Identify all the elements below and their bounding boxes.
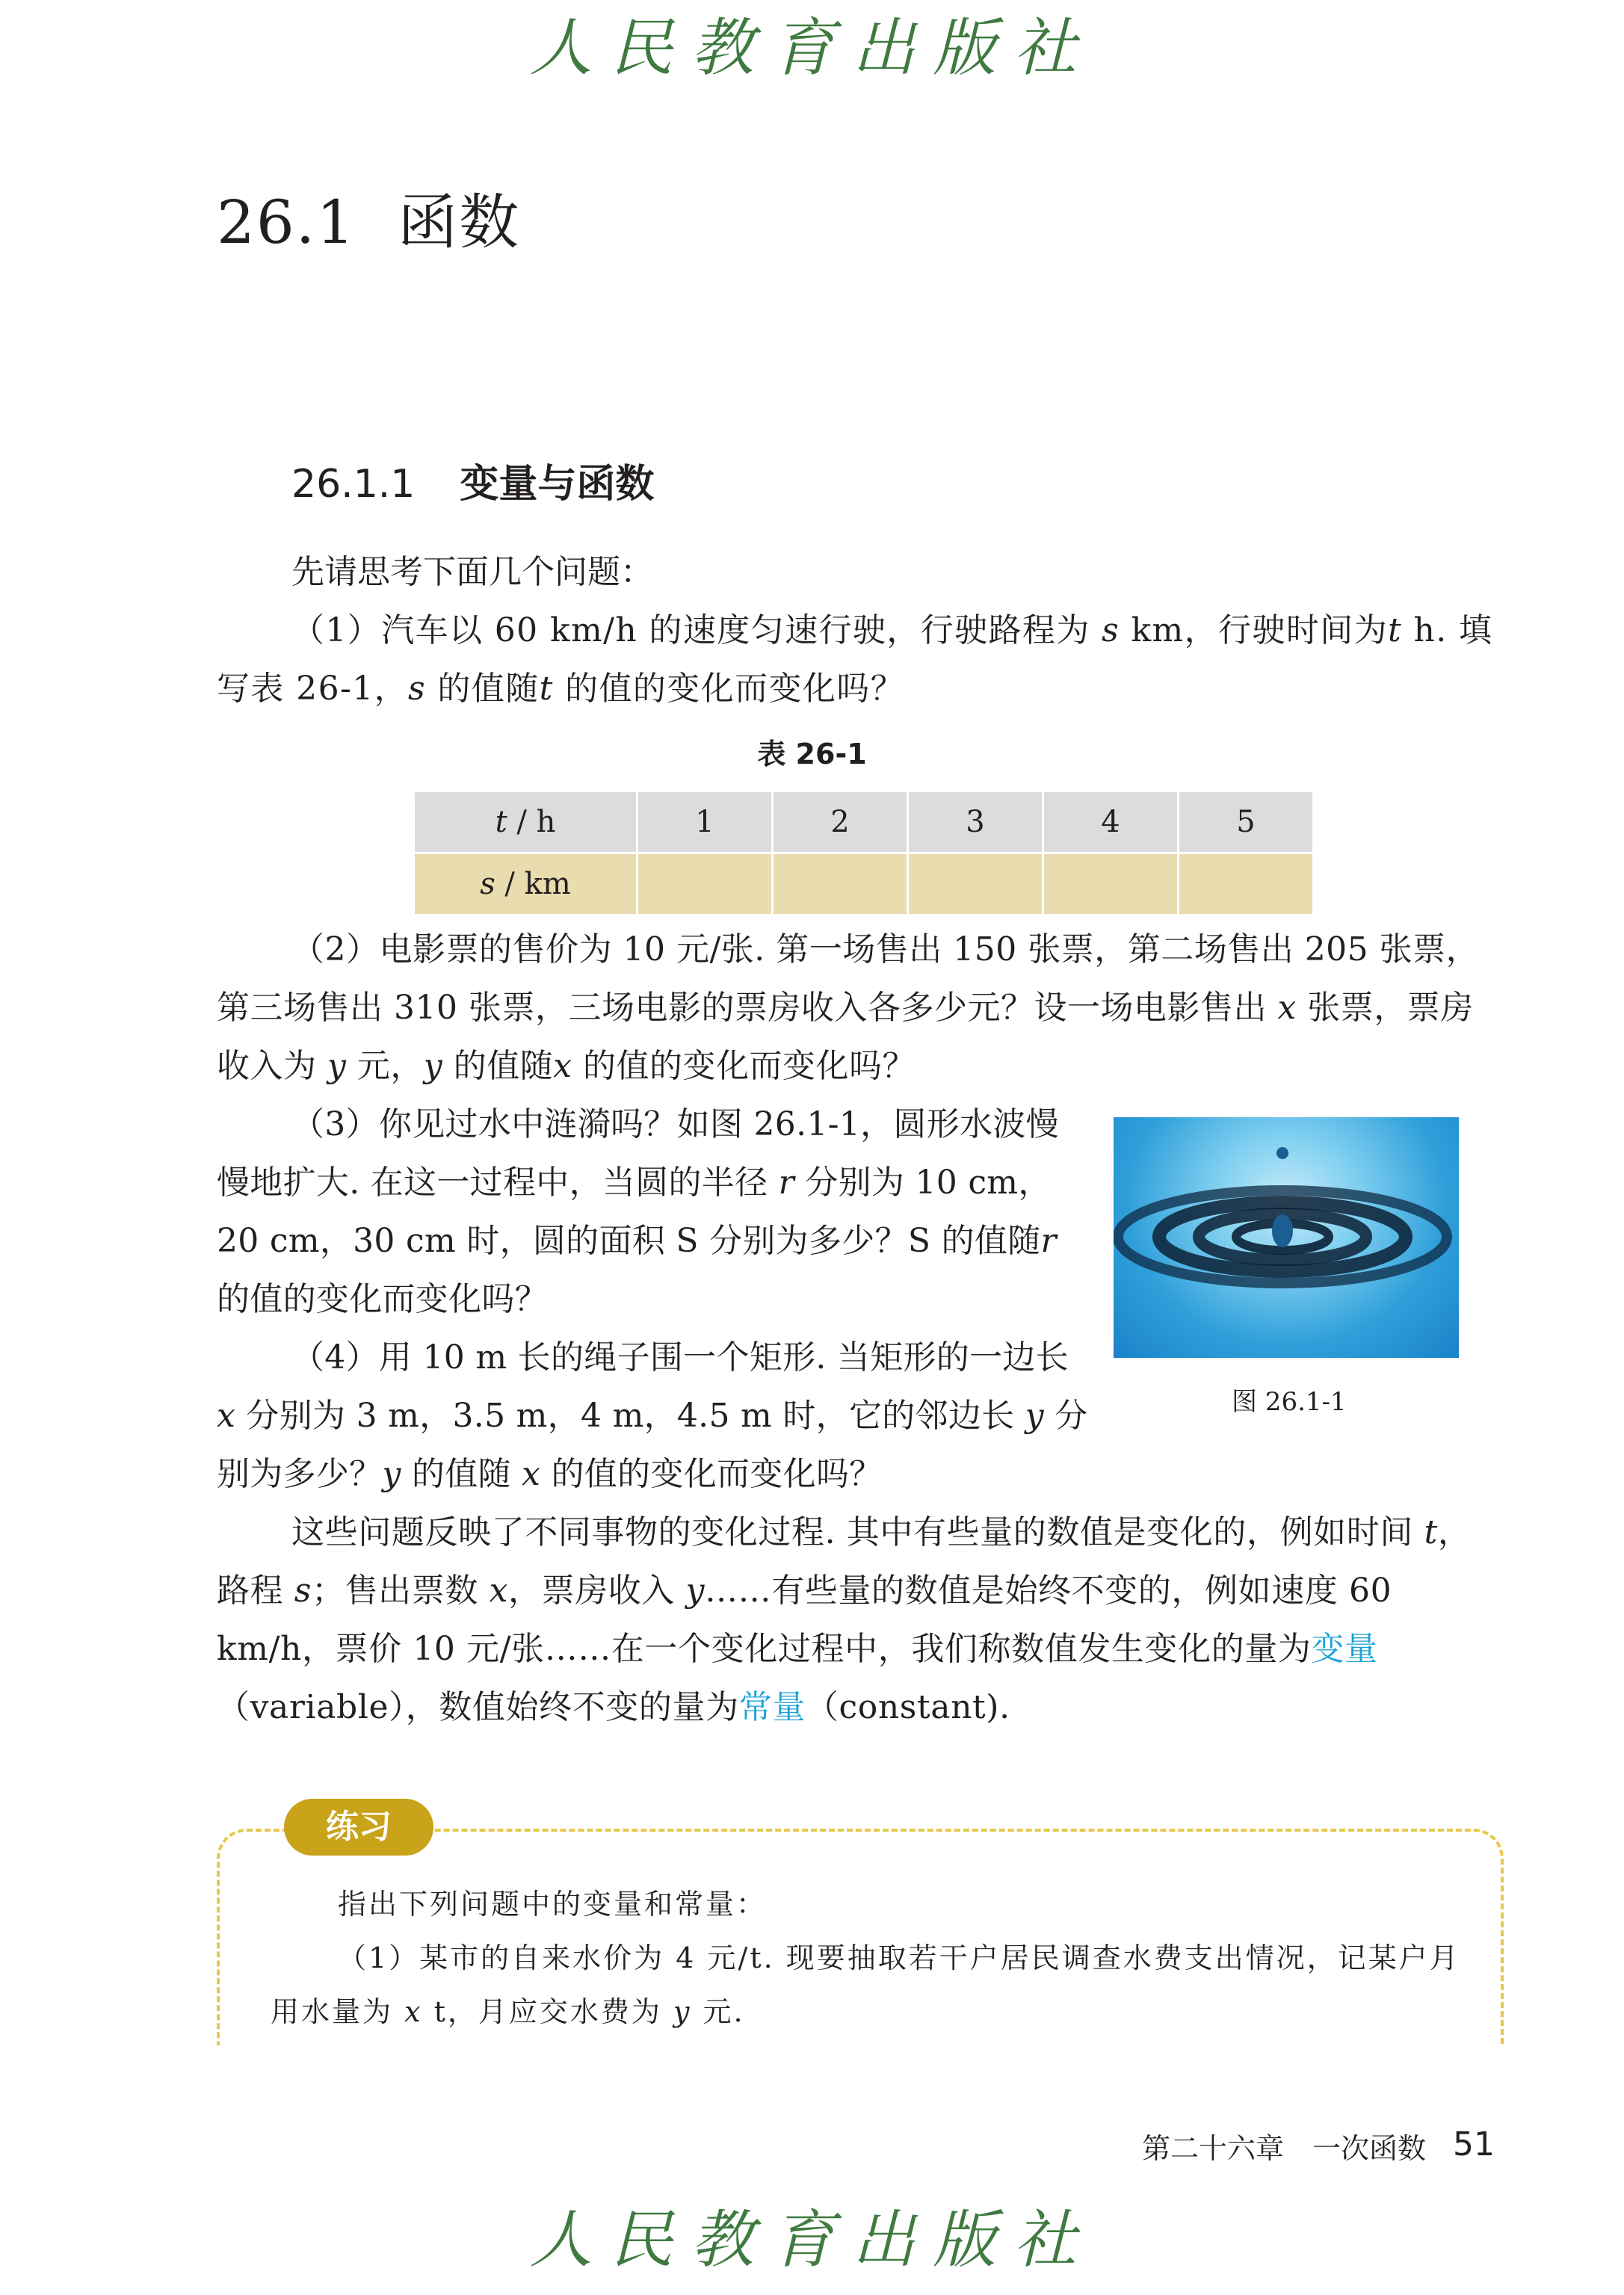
table-cell: 5 <box>1179 791 1314 853</box>
table-cell: 4 <box>1043 791 1179 853</box>
publisher-logo-bottom: 人民教育出版社 <box>529 2203 1095 2276</box>
water-ripple-image <box>1114 1117 1459 1358</box>
subsection-number: 26.1.1 <box>291 462 416 507</box>
table-header-cell: s / km <box>414 853 637 915</box>
question-4: （4）用 10 m 长的绳子围一个矩形. 当矩形的一边长 x 分别为 3 m，3.5 m，4 m，4.5 m 时，它的邻边长 y 分别为多少？y 的值随 x 的值的变化而变化吗？ <box>217 1338 1088 1493</box>
table-row <box>414 791 1314 853</box>
table-caption: 表 26-1 <box>757 738 867 770</box>
table-cell <box>773 853 908 915</box>
practice-exercise-1: （1）某市的自来水价为 4 元/t. 现要抽取若干户居民调查水费支出情况，记某户月用水量为 x t，月应交水费为 y 元. <box>271 1942 1460 2028</box>
table-cell: 3 <box>908 791 1043 853</box>
subsection-title-text: 变量与函数 <box>460 462 655 507</box>
figure-caption: 图 26.1-1 <box>1232 1387 1347 1417</box>
section-title-text: 函数 <box>398 188 521 257</box>
term-variable: 变量 <box>1311 1630 1378 1668</box>
table-cell <box>1179 853 1314 915</box>
page-number: 51 <box>1453 2125 1495 2163</box>
section-number: 26.1 <box>217 188 356 257</box>
term-constant: 常量 <box>738 1688 806 1726</box>
table-cell: 1 <box>637 791 773 853</box>
table-row <box>414 853 1314 915</box>
practice-instruction: 指出下列问题中的变量和常量： <box>338 1888 768 1921</box>
footer-chapter: 第二十六章 一次函数 <box>1142 2132 1427 2165</box>
table-cell <box>1043 853 1179 915</box>
ripple-illustration <box>1114 1117 1459 1358</box>
table-cell <box>908 853 1043 915</box>
table-cell: 2 <box>773 791 908 853</box>
question-2: （2）电影票的售价为 10 元/张. 第一场售出 150 张票，第二场售出 205 张票，第三场售出 310 张票，三场电影的票房收入各多少元？设一场电影售出 x 张票，票房收入为 y 元，y 的值随x 的值的变化而变化吗？ <box>217 930 1480 1085</box>
section-title <box>217 188 521 257</box>
practice-tag: 练习 <box>284 1799 433 1856</box>
concept-paragraph: 这些问题反映了不同事物的变化过程. 其中有些量的数值是变化的，例如时间 t，路程 s；售出票数 x，票房收入 y……有些量的数值是始终不变的，例如速度 60 km/h，票价 10 元/张……在一个变化过程中，我们称数值发生变化的量为变量（variable），数值始终不变的量为常量（constant). <box>217 1513 1472 1726</box>
intro-paragraph: 先请思考下面几个问题： <box>291 553 653 591</box>
subsection-title <box>291 462 655 507</box>
question-3: （3）你见过水中涟漪吗？如图 26.1-1，圆形水波慢慢地扩大. 在这一过程中，当圆的半径 r 分别为 10 cm，20 cm，30 cm 时，圆的面积 S 分别为多少？S 的值随r 的值的变化而变化吗？ <box>217 1105 1059 1318</box>
table-cell <box>637 853 773 915</box>
publisher-logo-top: 人民教育出版社 <box>529 11 1095 84</box>
table-header-cell: t / h <box>414 791 637 853</box>
question-1: （1）汽车以 60 km/h 的速度匀速行驶，行驶路程为 s km，行驶时间为t h. 填写表 26-1，s 的值随t 的值的变化而变化吗？ <box>217 611 1493 708</box>
data-table <box>413 790 1315 916</box>
